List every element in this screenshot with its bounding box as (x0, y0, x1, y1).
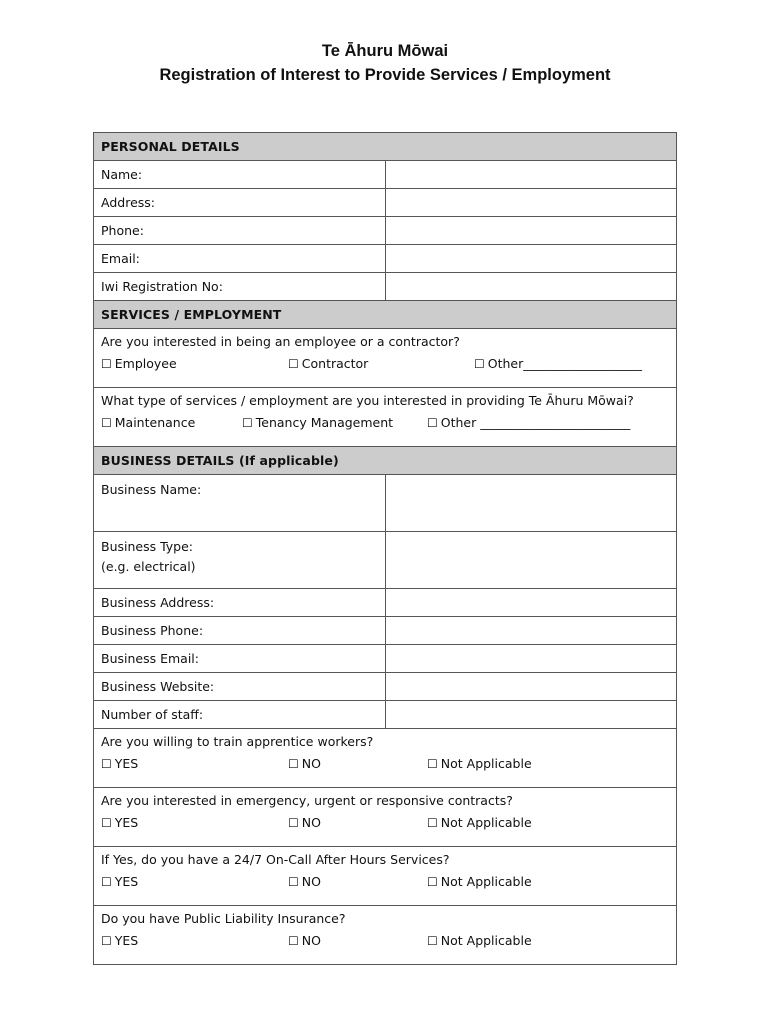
email-label: Email: (94, 245, 386, 273)
checkbox-icon: ☐ (474, 357, 485, 371)
question-text: What type of services / employment are you interested in providing Te Āhuru Mōwai? (101, 393, 634, 408)
option-label: Not Applicable (440, 815, 532, 830)
number-of-staff-label: Number of staff: (94, 701, 386, 729)
checkbox-icon: ☐ (427, 934, 438, 948)
option-label: YES (114, 815, 139, 830)
apprentice-question (94, 729, 677, 788)
yes-checkbox[interactable] (101, 933, 138, 948)
business-type-example: (e.g. electrical) (101, 559, 196, 574)
business-details-header: BUSINESS DETAILS (If applicable) (94, 447, 677, 475)
option-label: Not Applicable (440, 756, 532, 771)
no-checkbox[interactable] (288, 815, 321, 830)
business-website-label: Business Website: (94, 673, 386, 701)
address-label: Address: (94, 189, 386, 217)
name-field[interactable] (385, 161, 677, 189)
personal-details-header: PERSONAL DETAILS (94, 133, 677, 161)
yes-checkbox[interactable] (101, 815, 138, 830)
not-applicable-checkbox[interactable] (427, 756, 532, 771)
question-text: Are you interested in emergency, urgent or responsive contracts? (101, 793, 513, 808)
checkbox-icon: ☐ (101, 416, 112, 430)
business-type-field[interactable] (385, 532, 677, 589)
employee-checkbox[interactable] (101, 356, 177, 371)
no-checkbox[interactable] (288, 756, 321, 771)
checkbox-icon: ☐ (288, 934, 299, 948)
not-applicable-checkbox[interactable] (427, 933, 532, 948)
business-website-field[interactable] (385, 673, 677, 701)
option-label: Not Applicable (440, 874, 532, 889)
checkbox-icon: ☐ (427, 816, 438, 830)
form-subtitle: Registration of Interest to Provide Services / Employment (159, 66, 611, 84)
question-text: Are you interested in being an employee or a contractor? (101, 334, 460, 349)
no-checkbox[interactable] (288, 933, 321, 948)
iwi-registration-label: Iwi Registration No: (94, 273, 386, 301)
not-applicable-checkbox[interactable] (427, 815, 532, 830)
checkbox-icon: ☐ (101, 357, 112, 371)
business-address-label: Business Address: (94, 589, 386, 617)
tenancy-management-checkbox[interactable] (242, 415, 393, 430)
checkbox-icon: ☐ (288, 875, 299, 889)
not-applicable-checkbox[interactable] (427, 874, 532, 889)
option-label: Other ________________________ (440, 415, 631, 430)
contractor-checkbox[interactable] (288, 356, 368, 371)
checkbox-icon: ☐ (242, 416, 253, 430)
checkbox-icon: ☐ (427, 757, 438, 771)
business-email-label: Business Email: (94, 645, 386, 673)
form-title: Te Āhuru Mōwai (321, 42, 449, 60)
business-phone-field[interactable] (385, 617, 677, 645)
number-of-staff-field[interactable] (385, 701, 677, 729)
business-type-text: Business Type: (101, 539, 194, 554)
option-label: YES (114, 756, 139, 771)
registration-form-table (93, 132, 677, 965)
business-email-field[interactable] (385, 645, 677, 673)
question-text: Are you willing to train apprentice workers? (101, 734, 374, 749)
name-label: Name: (94, 161, 386, 189)
option-label: Contractor (301, 356, 369, 371)
option-label: Employee (114, 356, 177, 371)
option-label: YES (114, 933, 139, 948)
no-checkbox[interactable] (288, 874, 321, 889)
business-name-field[interactable] (385, 475, 677, 532)
maintenance-checkbox[interactable] (101, 415, 195, 430)
employee-contractor-question (94, 329, 677, 388)
on-call-question (94, 847, 677, 906)
iwi-registration-field[interactable] (385, 273, 677, 301)
yes-checkbox[interactable] (101, 874, 138, 889)
emergency-contracts-question (94, 788, 677, 847)
public-liability-question (94, 906, 677, 965)
checkbox-icon: ☐ (288, 357, 299, 371)
checkbox-icon: ☐ (288, 757, 299, 771)
address-field[interactable] (385, 189, 677, 217)
option-label: NO (301, 756, 321, 771)
business-address-field[interactable] (385, 589, 677, 617)
checkbox-icon: ☐ (288, 816, 299, 830)
yes-checkbox[interactable] (101, 756, 138, 771)
option-label: Not Applicable (440, 933, 532, 948)
option-label: Maintenance (114, 415, 196, 430)
option-label: NO (301, 874, 321, 889)
question-text: Do you have Public Liability Insurance? (101, 911, 346, 926)
checkbox-icon: ☐ (101, 757, 112, 771)
email-field[interactable] (385, 245, 677, 273)
checkbox-icon: ☐ (101, 934, 112, 948)
service-type-question (94, 388, 677, 447)
other-service-checkbox[interactable] (427, 415, 630, 430)
checkbox-icon: ☐ (101, 816, 112, 830)
checkbox-icon: ☐ (101, 875, 112, 889)
option-label: NO (301, 815, 321, 830)
question-text: If Yes, do you have a 24/7 On-Call After Hours Services? (101, 852, 450, 867)
option-label: Other___________________ (487, 356, 643, 371)
option-label: YES (114, 874, 139, 889)
business-phone-label: Business Phone: (94, 617, 386, 645)
business-type-label (94, 532, 386, 589)
option-label: Tenancy Management (255, 415, 394, 430)
phone-field[interactable] (385, 217, 677, 245)
checkbox-icon: ☐ (427, 416, 438, 430)
business-name-label: Business Name: (94, 475, 386, 532)
option-label: NO (301, 933, 321, 948)
other-checkbox[interactable] (474, 356, 642, 371)
services-employment-header: SERVICES / EMPLOYMENT (94, 301, 677, 329)
checkbox-icon: ☐ (427, 875, 438, 889)
phone-label: Phone: (94, 217, 386, 245)
